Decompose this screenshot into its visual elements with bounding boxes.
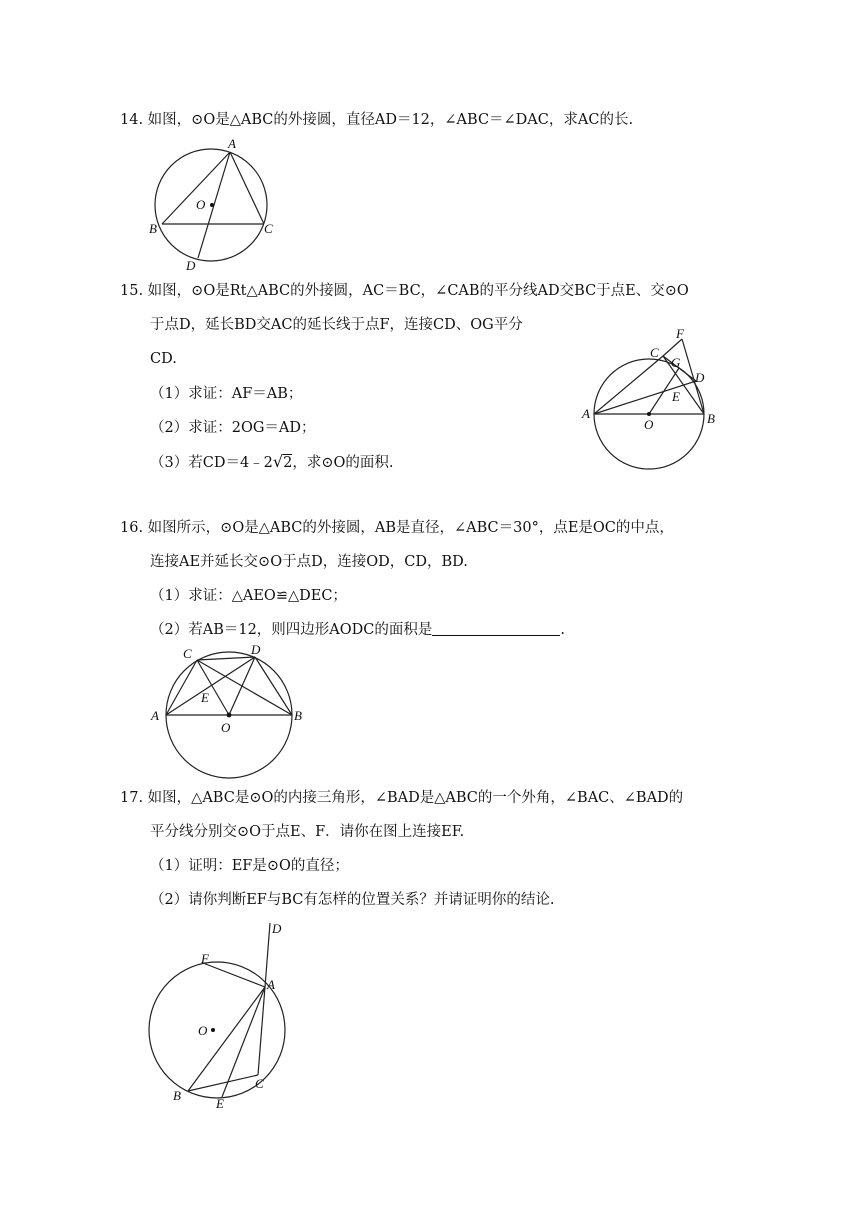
q15-label-c: C	[650, 345, 659, 360]
q14-figure	[140, 135, 290, 279]
q17-label-b: B	[173, 1088, 181, 1103]
q14-stem: 14. 如图，⊙O是△ABC的外接圆，直径AD＝12，∠ABC＝∠DAC，求AC的长.	[120, 112, 634, 128]
q16-label-o: O	[221, 720, 231, 735]
q16-label-b: B	[294, 708, 302, 723]
q17-part2: （2）请你判断EF与BC有怎样的位置关系？并请证明你的结论.	[150, 892, 555, 908]
q16-part2: （2）若AB＝12，则四边形AODC的面积是 .	[150, 622, 565, 638]
q16-label-a: A	[151, 708, 159, 723]
q15-part2: （2）求证：2OG＝AD；	[150, 420, 316, 436]
q17-label-d: D	[272, 921, 282, 936]
q14-label-a: A	[228, 136, 236, 151]
q15-label-d: D	[695, 370, 705, 385]
q16-label-c: C	[183, 646, 192, 661]
q15-label-a: A	[582, 406, 590, 421]
q17-label-c: C	[255, 1076, 264, 1091]
q14-label-d: D	[186, 258, 196, 273]
answer-blank[interactable]	[432, 621, 560, 636]
q15-label-g: G	[671, 355, 681, 370]
q17-label-a: A	[267, 977, 275, 992]
q15-label-o: O	[644, 417, 654, 432]
q17-label-e: E	[216, 1096, 224, 1111]
q17-figure	[140, 915, 300, 1119]
sqrt-symbol: √	[272, 452, 284, 471]
q17-label-f: F	[201, 951, 209, 966]
q17-stem-line2: 平分线分别交⊙O于点E、F．请你在图上连接EF.	[150, 824, 465, 840]
q15-part1: （1）求证：AF＝AB；	[150, 386, 303, 402]
q15-label-b: B	[707, 411, 715, 426]
q14-label-o: O	[196, 197, 206, 212]
q16-figure	[145, 640, 315, 769]
q15-stem-line2: 于点D，延长BD交AC的延长线于点F，连接CD、OG平分	[150, 317, 523, 333]
q15-stem-line3: CD.	[150, 351, 177, 367]
q17-part1: （1）证明：EF是⊙O的直径；	[150, 858, 349, 874]
q17-label-o: O	[198, 1023, 208, 1038]
q15-label-f: F	[676, 326, 684, 341]
q16-part1: （1）求证：△AEO≌△DEC；	[150, 588, 347, 604]
q16-stem-line1: 16. 如图所示，⊙O是△ABC的外接圆，AB是直径，∠ABC＝30°，点E是OC的中点，	[120, 520, 674, 536]
q15-figure	[578, 326, 728, 480]
q15-part3: （3）若CD＝4﹣2√2，求⊙O的面积.	[150, 452, 394, 471]
q15-stem-line1: 15. 如图，⊙O是Rt△ABC的外接圆，AC＝BC，∠CAB的平分线AD交BC于点E、交⊙O	[120, 283, 689, 299]
q16-stem-line2: 连接AE并延长交⊙O于点D，连接OD，CD，BD.	[150, 554, 468, 570]
q16-label-d: D	[251, 642, 261, 657]
q14-label-c: C	[264, 221, 273, 236]
q16-label-e: E	[201, 690, 209, 705]
q17-stem-line1: 17. 如图，△ABC是⊙O的内接三角形，∠BAD是△ABC的一个外角，∠BAC、∠BAD的	[120, 790, 684, 806]
q14-label-b: B	[149, 221, 157, 236]
q15-label-e: E	[672, 389, 680, 404]
